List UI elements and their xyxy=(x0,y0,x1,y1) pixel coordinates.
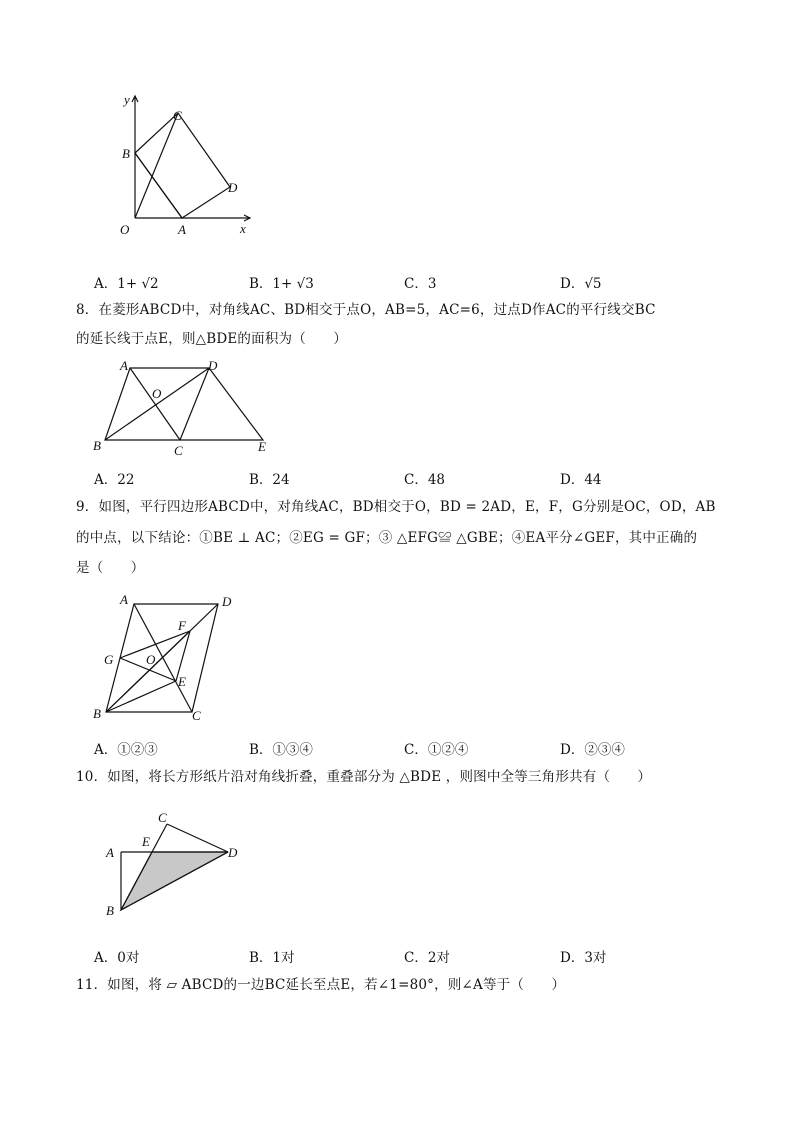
label-o: O xyxy=(146,652,156,667)
label-b: B xyxy=(93,706,101,721)
q8-text-line2: 的延长线于点E，则△BDE的面积为（ ） xyxy=(76,331,348,347)
label-e: E xyxy=(178,674,186,689)
side-cd xyxy=(180,368,209,440)
diagonal-ac xyxy=(130,368,180,440)
q10-option-d[interactable]: D．3对 xyxy=(560,950,607,966)
label-g: G xyxy=(104,652,114,667)
label-x: x xyxy=(240,221,246,236)
q8-option-a[interactable]: A．22 xyxy=(94,472,135,488)
label-a: A xyxy=(120,358,128,373)
label-e: E xyxy=(258,439,266,454)
q8-figure xyxy=(88,358,278,458)
q10-option-c[interactable]: C．2对 xyxy=(404,950,450,966)
q9-text-line1: 9．如图，平行四边形ABCD中，对角线AC，BD相交于O，BD = 2AD，E，F，G分别是OC，OD，AB xyxy=(76,499,716,515)
label-c: C xyxy=(174,443,183,458)
label-o: O xyxy=(152,386,162,401)
diagonal-bd xyxy=(105,368,209,440)
q7-option-d[interactable]: D．√5 xyxy=(560,276,602,292)
label-d: D xyxy=(228,180,238,195)
q7-option-a[interactable]: A．1+ √2 xyxy=(94,276,159,292)
q11-text-line1: 11．如图，将 ▱ ABCD的一边BC延长至点E，若∠1=80°，则∠A等于（ ） xyxy=(76,977,566,993)
label-e: E xyxy=(142,834,150,849)
q8-option-c[interactable]: C．48 xyxy=(404,472,446,488)
q9-option-a[interactable]: A．①②③ xyxy=(94,742,158,758)
label-o: O xyxy=(120,222,130,237)
q10-figure xyxy=(100,808,250,923)
label-d: D xyxy=(208,358,218,373)
label-b: B xyxy=(93,438,101,453)
q9-option-c[interactable]: C．①②④ xyxy=(404,742,469,758)
label-b: B xyxy=(122,146,130,161)
q9-option-b[interactable]: B．①③④ xyxy=(249,742,313,758)
label-f: F xyxy=(178,618,186,633)
q10-option-a[interactable]: A．0对 xyxy=(94,950,140,966)
q9-option-d[interactable]: D．②③④ xyxy=(560,742,625,758)
label-y: y xyxy=(124,92,130,107)
label-a: A xyxy=(106,845,114,860)
square-abcd xyxy=(135,113,230,218)
label-c: C xyxy=(192,708,201,723)
label-a: A xyxy=(178,222,186,237)
segment-oc xyxy=(135,113,178,218)
label-c: C xyxy=(158,810,167,825)
q9-text-line2: 的中点，以下结论：①BE ⊥ AC；②EG = GF；③ △EFG≌ △GBE；④EA平分∠GEF，其中正确的 xyxy=(76,530,698,546)
segment-bf xyxy=(106,631,190,712)
label-a: A xyxy=(120,592,128,607)
q7-figure xyxy=(100,88,260,243)
q7-option-c[interactable]: C．3 xyxy=(404,276,437,292)
label-d: D xyxy=(228,845,238,860)
q9-figure xyxy=(88,590,248,725)
q8-option-d[interactable]: D．44 xyxy=(560,472,602,488)
q8-option-b[interactable]: B．24 xyxy=(249,472,290,488)
q8-text-line1: 8．在菱形ABCD中，对角线AC、BD相交于点O，AB=5，AC=6，过点D作AC的平行线交BC xyxy=(76,302,656,318)
label-b: B xyxy=(106,903,114,918)
label-c: C xyxy=(173,108,182,123)
q10-text-line1: 10．如图，将长方形纸片沿对角线折叠，重叠部分为 △BDE ，则图中全等三角形共有（ ） xyxy=(76,769,652,785)
q9-text-line3: 是（ ） xyxy=(76,560,145,576)
folded-side-cd xyxy=(167,824,228,852)
label-d: D xyxy=(222,594,232,609)
q10-option-b[interactable]: B．1对 xyxy=(249,950,295,966)
segment-ba xyxy=(135,153,182,218)
q7-option-b[interactable]: B．1+ √3 xyxy=(249,276,314,292)
segment-be xyxy=(106,681,176,712)
